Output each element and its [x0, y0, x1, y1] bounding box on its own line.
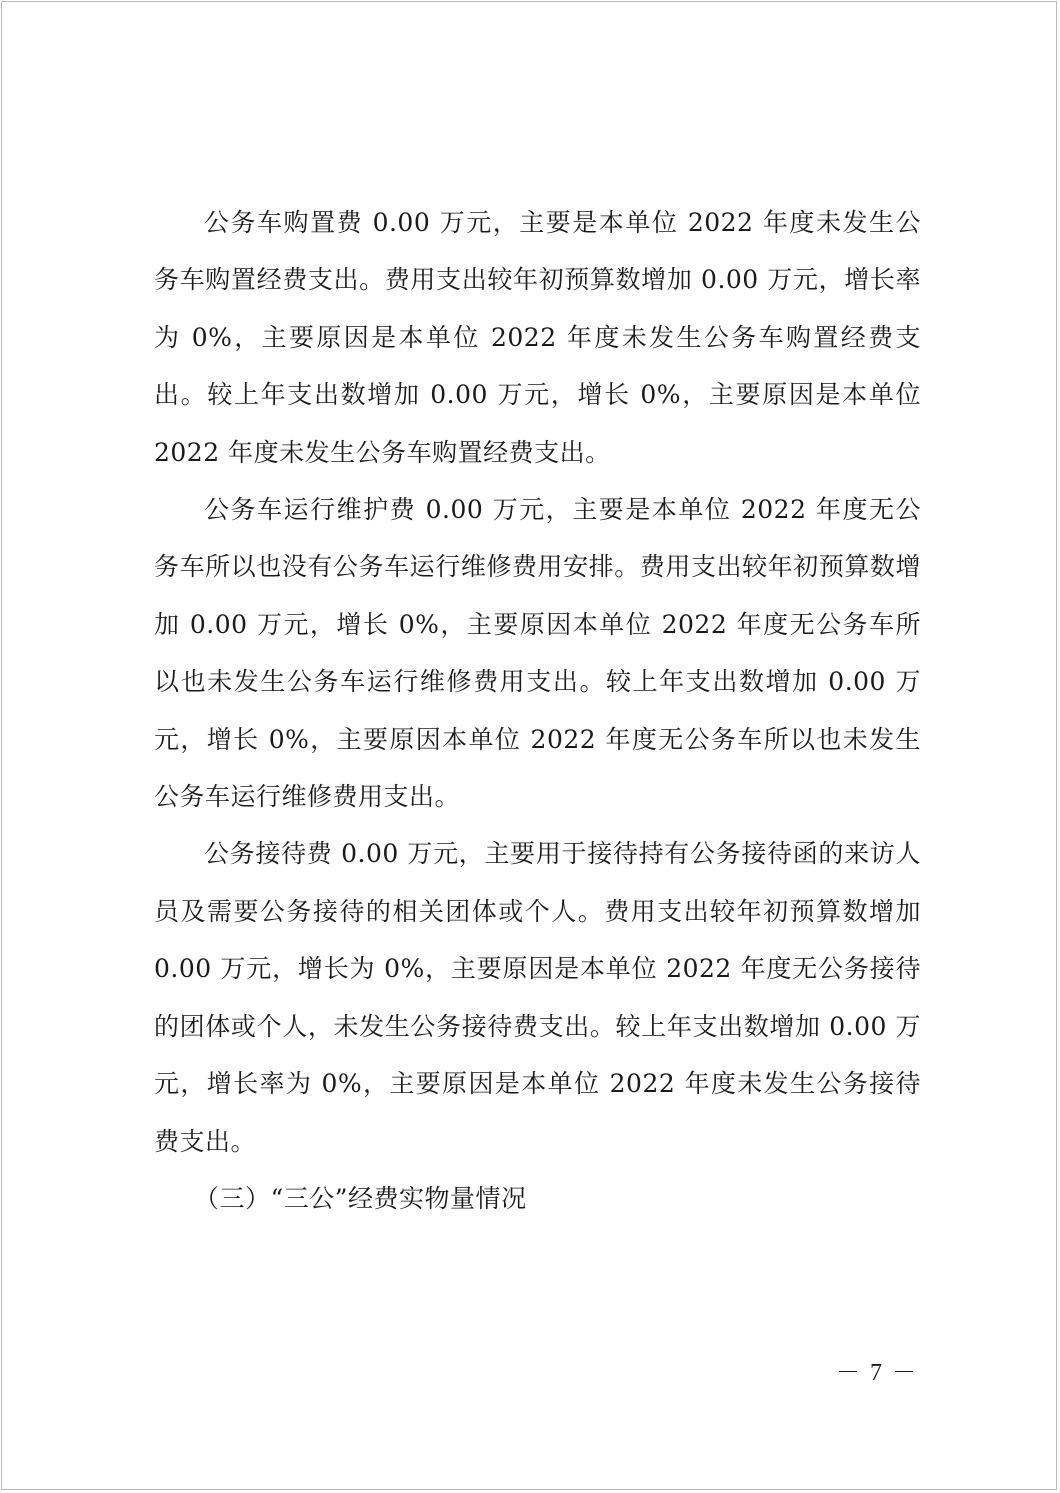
document-page: [1, 1, 1057, 1490]
page-number: － 7 －: [836, 1360, 918, 1386]
section-heading: （三）“三公”经费实物量情况: [194, 1183, 527, 1213]
paragraph-official-reception: 公务接待费 0.00 万元，主要用于接待持有公务接待函的来访人员及需要公务接待的相关团体或个人。费用支出较年初预算数增加 0.00 万元，增长为 0%，主要原因是本单位 2022 年度无公务接待的团体或个人，未发生公务接待费支出。较上年支出数增加 0.00 万元，增长率为 0%，主要原因是本单位 2022 年度未发生公务接待费支出。: [154, 839, 921, 1156]
document-body: [154, 194, 921, 1227]
paragraph-vehicle-purchase: 公务车购置费 0.00 万元，主要是本单位 2022 年度未发生公务车购置经费支出。费用支出较年初预算数增加 0.00 万元，增长率为 0%，主要原因是本单位 2022 年度未发生公务车购置经费支出。较上年支出数增加 0.00 万元，增长 0%，主要原因是本单位 2022 年度未发生公务车购置经费支出。: [154, 208, 921, 467]
paragraph-vehicle-maintenance: 公务车运行维护费 0.00 万元，主要是本单位 2022 年度无公务车所以也没有公务车运行维修费用安排。费用支出较年初预算数增加 0.00 万元，增长 0%，主要原因本单位 2022 年度无公务车所以也未发生公务车运行维修费用支出。较上年支出数增加 0.00 万元，增长 0%，主要原因本单位 2022 年度无公务车所以也未发生公务车运行维修费用支出。: [154, 495, 921, 812]
